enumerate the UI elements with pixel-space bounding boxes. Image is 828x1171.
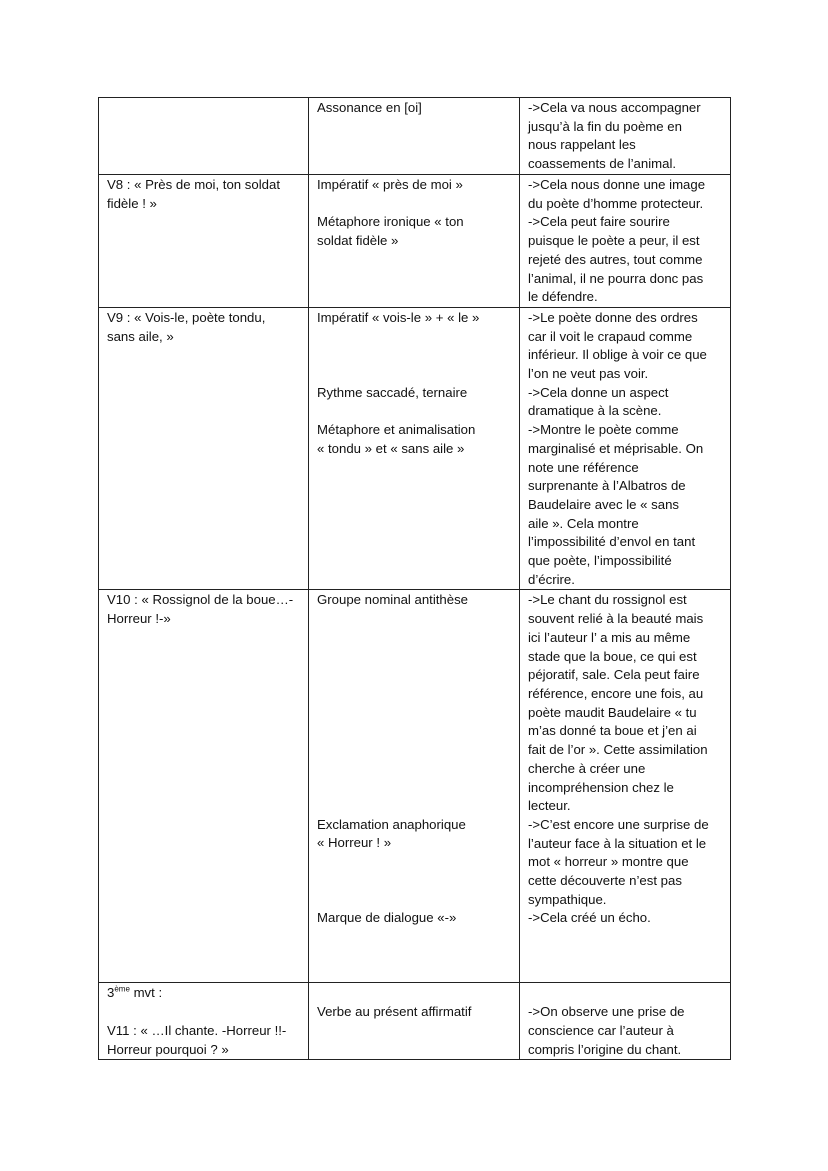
verse-text: V8 : « Près de moi, ton soldat fidèle ! » [107,177,280,211]
effect-text: ->Cela nous donne une image du poète d’homme protecteur. [528,177,706,211]
verse-text: V11 : « …Il chante. -Horreur !!- Horreur pourquoi ? » [107,1022,287,1057]
device-cell [309,175,520,308]
table-row [99,307,731,590]
device-text: Métaphore et animalisation « tondu » et « sans aile » [317,422,476,456]
movement-number: 3 [107,985,115,1001]
device-cell [309,307,520,590]
effect-text: ->Cela donne un aspect dramatique à la scène. [528,384,669,419]
device-text: Groupe nominal antithèse [317,592,469,608]
verse-cell [99,175,309,308]
effect-text: ->Cela va nous accompagner jusqu’à la fin du poème en nous rappelant les coassements de l’animal. [528,100,701,172]
effect-text: ->Montre le poète comme marginalisé et méprisable. On note une référence surprenante à l’Albatros de Baudelaire avec le « sans aile ». Cela montre l’impossibilité d’envol en tant que poète, l’impossibilité d’écrire. [528,422,704,587]
effect-text: ->Cela créé un écho. [528,910,651,926]
device-cell [309,590,520,983]
effect-text: ->Cela peut faire sourire puisque le poète a peur, il est rejeté des autres, tout comme l’animal, il ne pourra donc pas le défendre. [528,214,704,305]
table-row [99,98,731,175]
verse-cell [99,590,309,983]
device-text: Exclamation anaphorique « Horreur ! » [317,816,466,851]
verse-cell [99,983,309,1060]
device-text: Rythme saccadé, ternaire [317,384,468,400]
movement-heading [107,984,300,1003]
effect-cell [520,307,731,590]
table-row [99,983,731,1060]
effect-text: ->Le poète donne des ordres car il voit le crapaud comme inférieur. Il oblige à voir ce que l’on ne veut pas voir. [528,309,707,382]
movement-label: mvt : [129,985,163,1001]
device-cell [309,983,520,1060]
device-text: Impératif « vois-le » + « le » [317,309,480,325]
verse-text: V9 : « Vois-le, poète tondu, sans aile, » [107,309,266,344]
verse-text: V10 : « Rossignol de la boue…- Horreur !-» [107,592,294,627]
device-cell [309,98,520,175]
table-row [99,175,731,308]
effect-cell [520,175,731,308]
effect-cell [520,98,731,175]
device-text: Assonance en [oi] [317,100,422,115]
table-row [99,590,731,983]
device-text: Impératif « près de moi » [317,177,463,192]
device-text: Métaphore ironique « ton soldat fidèle » [317,214,464,249]
verse-cell [99,307,309,590]
device-text: Marque de dialogue «-» [317,910,457,926]
effect-cell [520,983,731,1060]
effect-text: ->On observe une prise de conscience car l’auteur à compris l’origine du chant. [528,1004,685,1057]
effect-cell [520,590,731,983]
movement-ordinal: ème [114,985,130,995]
device-text: Verbe au présent affirmatif [317,1004,472,1020]
effect-text: ->Le chant du rossignol est souvent relié à la beauté mais ici l’auteur l’ a mis au même stade que la boue, ce qui est péjoratif, sale. Cela peut faire référence, encore une fois, au poète maudit Baudelaire « tu m’as donné ta boue et j’en ai fait de l’or ». Cette assimilation cherche à créer une incompréhension chez le lecteur. [528,592,708,814]
verse-cell [99,98,309,175]
effect-text: ->C’est encore une surprise de l’auteur face à la situation et le mot « horreur » montre que cette découverte n’est pas sympathique. [528,816,709,907]
analysis-table [98,97,731,1060]
